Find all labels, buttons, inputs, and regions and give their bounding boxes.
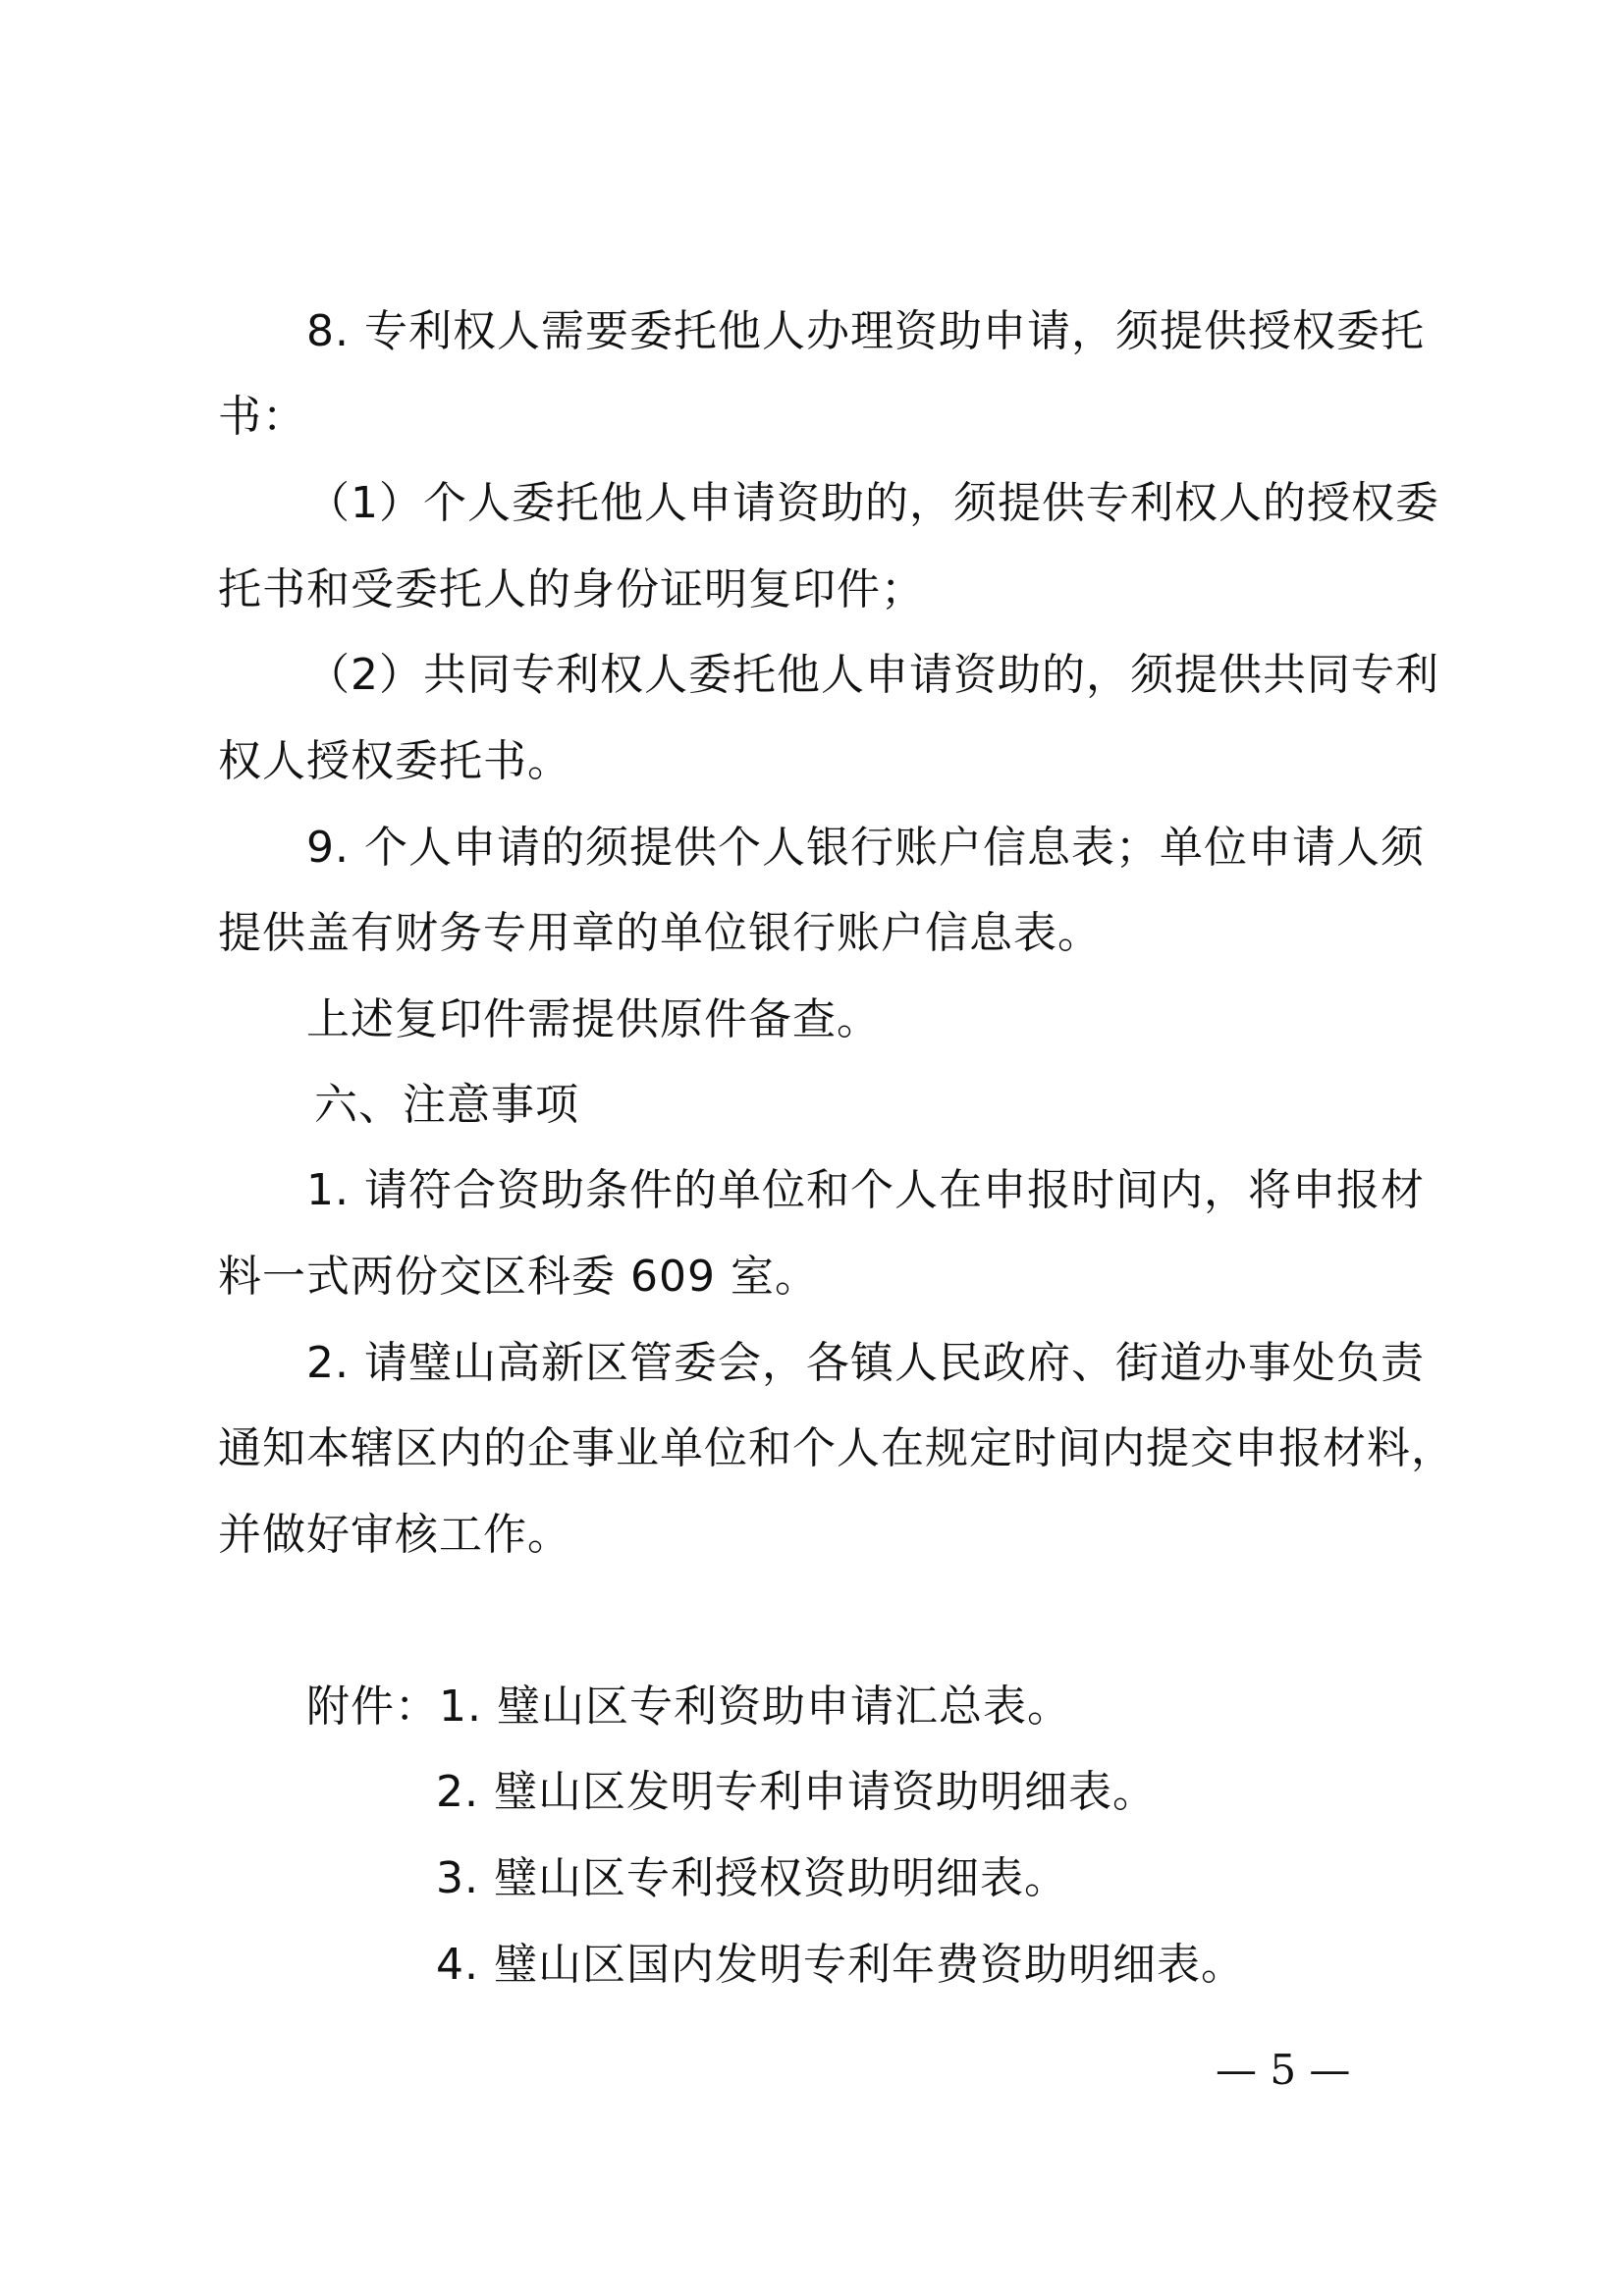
- item-2-line-1: （2）共同专利权人委托他人申请资助的，须提供共同专利: [306, 650, 1439, 700]
- attachment-1: 附件：1. 璧山区专利资助申请汇总表。: [306, 1682, 1071, 1732]
- paragraph-8-line-2: 书：: [218, 392, 306, 442]
- notice-2-line-3: 并做好审核工作。: [218, 1510, 571, 1560]
- item-2-line-2: 权人授权委托书。: [218, 736, 571, 786]
- item-1-line-1: （1）个人委托他人申请资助的，须提供专利权人的授权委: [306, 478, 1439, 528]
- notice-1-line-2: 料一式两份交区科委 609 室。: [218, 1252, 819, 1302]
- paragraph-9-line-1: 9. 个人申请的须提供个人银行账户信息表；单位申请人须: [306, 823, 1425, 873]
- page-number: — 5 —: [1216, 2046, 1351, 2094]
- section-heading: 六、注意事项: [314, 1080, 579, 1130]
- notice-2-line-1: 2. 请璧山高新区管委会，各镇人民政府、街道办事处负责: [306, 1338, 1425, 1388]
- paragraph-9-line-2: 提供盖有财务专用章的单位银行账户信息表。: [218, 908, 1102, 958]
- attachment-3: 3. 璧山区专利授权资助明细表。: [436, 1853, 1068, 1903]
- copies-note: 上述复印件需提供原件备查。: [306, 994, 881, 1044]
- notice-2-line-2: 通知本辖区内的企事业单位和个人在规定时间内提交申报材料，: [218, 1423, 1455, 1473]
- notice-1-line-1: 1. 请符合资助条件的单位和个人在申报时间内，将申报材: [306, 1165, 1425, 1215]
- item-1-line-2: 托书和受委托人的身份证明复印件；: [218, 564, 925, 614]
- paragraph-8-line-1: 8. 专利权人需要委托他人办理资助申请，须提供授权委托: [306, 306, 1425, 356]
- attachment-2: 2. 璧山区发明专利申请资助明细表。: [436, 1767, 1157, 1817]
- attachment-4: 4. 璧山区国内发明专利年费资助明细表。: [436, 1940, 1245, 1990]
